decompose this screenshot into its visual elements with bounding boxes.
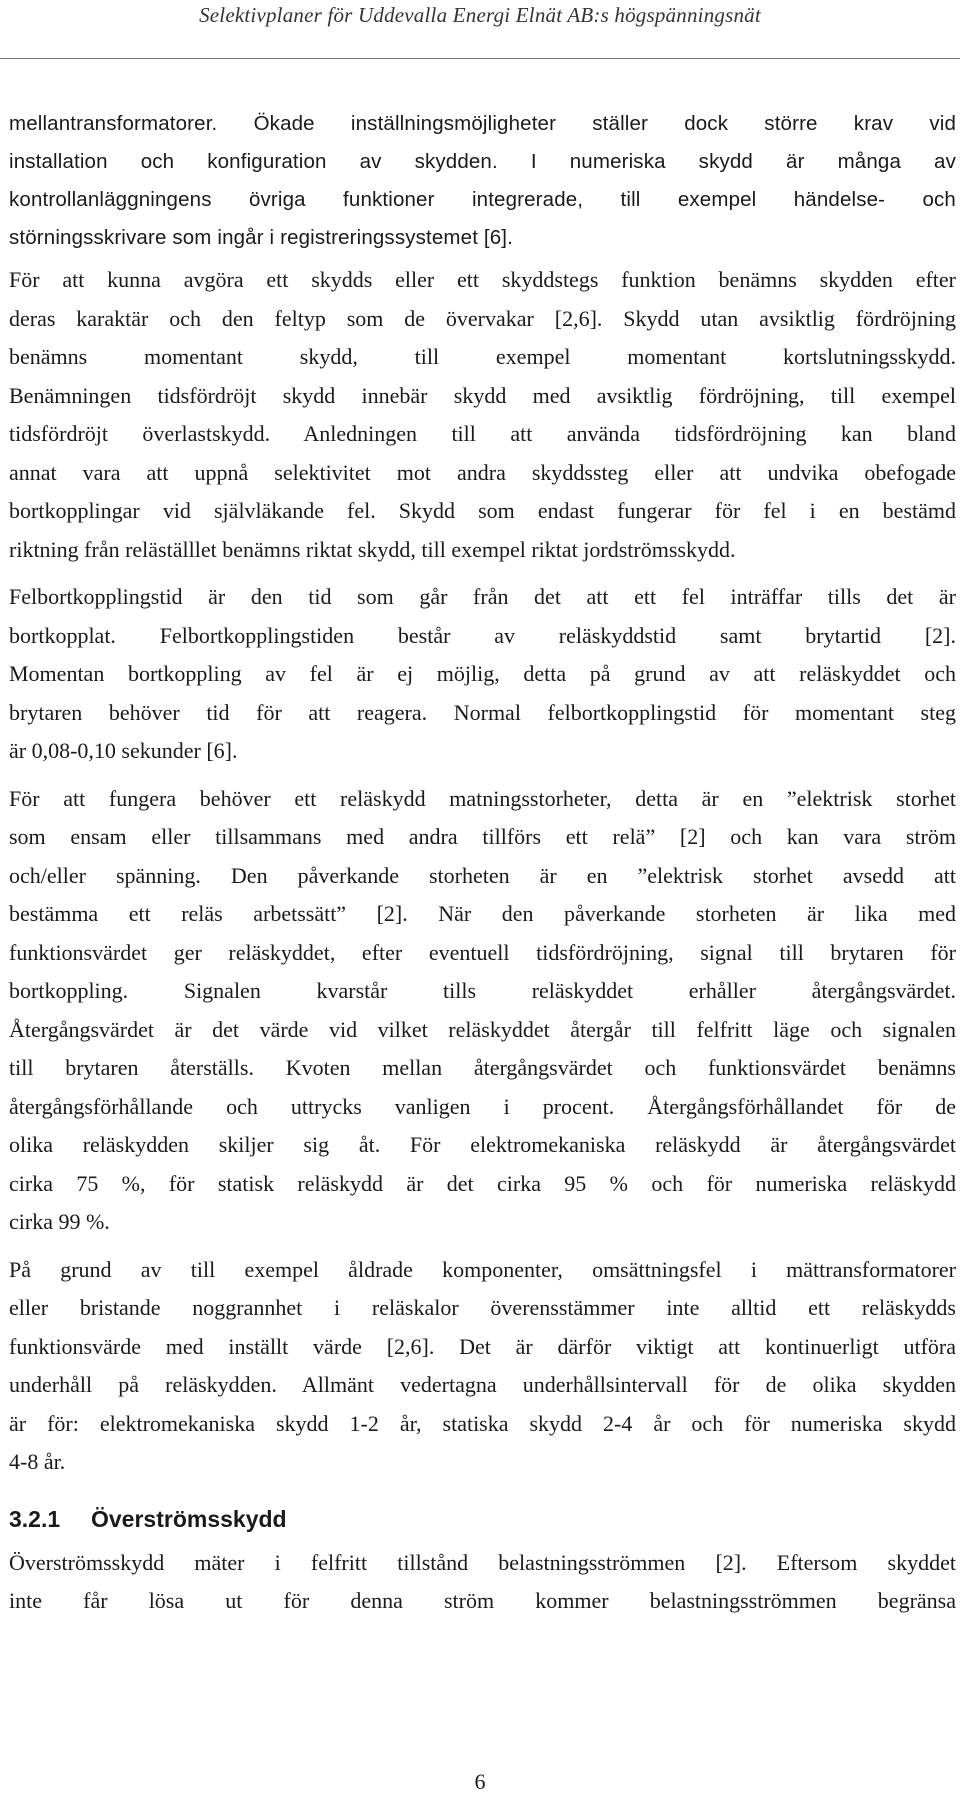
paragraph-3 xyxy=(9,578,956,771)
section-paragraph xyxy=(9,1544,956,1621)
paragraph-2 xyxy=(9,261,956,569)
paragraph-line: olika reläskydden skiljer sig åt. För elektromekaniska reläskydd är återgångsvärdet xyxy=(9,1132,956,1157)
paragraph-line: bestämma ett reläs arbetssätt” [2]. När den påverkande storheten är lika med xyxy=(9,901,956,926)
paragraph-line: cirka 75 %, för statisk reläskydd är det cirka 95 % och för numeriska reläskydd xyxy=(9,1170,956,1196)
paragraph-line: som ensam eller tillsammans med andra tillförs ett relä” [2] och kan vara ström xyxy=(9,824,956,849)
paragraph-line: Benämningen tidsfördröjt skydd innebär skydd med avsiktlig fördröjning, till exempel xyxy=(9,382,956,408)
document-body xyxy=(9,105,956,1621)
header-rule xyxy=(0,58,960,59)
section-title: Överströmsskydd xyxy=(91,1505,287,1532)
running-header: Selektivplaner för Uddevalla Energi Elnät AB:s högspänningsnät xyxy=(199,3,761,27)
paragraph-line: deras karaktär och den feltyp som de övervakar [2,6]. Skydd utan avsiktlig fördröjning xyxy=(9,305,956,331)
paragraph-1 xyxy=(9,105,956,257)
paragraph-line: kontrollanläggningens övriga funktioner integrerade, till exempel händelse- och xyxy=(9,188,956,211)
paragraph-5 xyxy=(9,1251,956,1482)
paragraph-line: funktionsvärdet ger reläskyddet, efter eventuell tidsfördröjning, signal till brytaren för xyxy=(9,939,956,965)
paragraph-line: eller bristande noggrannhet i reläskalor överensstämmer inte alltid ett reläskydds xyxy=(9,1295,956,1320)
paragraph-line: störningsskrivare som ingår i registreringssystemet [6]. xyxy=(9,226,513,249)
section-number: 3.2.1 xyxy=(9,1505,61,1532)
paragraph-line: återgångsförhållande och uttrycks vanligen i procent. Återgångsförhållandet för de xyxy=(9,1093,956,1119)
paragraph-line: är för: elektromekaniska skydd 1-2 år, statiska skydd 2-4 år och för numeriska skydd xyxy=(9,1410,956,1436)
paragraph-line: mellantransformatorer. Ökade inställningsmöjligheter ställer dock större krav vid xyxy=(9,112,956,135)
section-heading xyxy=(9,1504,956,1534)
paragraph-line: På grund av till exempel åldrade komponenter, omsättningsfel i mättransformatorer xyxy=(9,1256,956,1282)
paragraph-line: tidsfördröjt överlastskydd. Anledningen till att använda tidsfördröjning kan bland xyxy=(9,421,956,446)
paragraph-line: Återgångsvärdet är det värde vid vilket reläskyddet återgår till felfritt läge och signalen xyxy=(9,1016,956,1042)
paragraph-line: underhåll på reläskydden. Allmänt vedertagna underhållsintervall för de olika skydden xyxy=(9,1372,956,1397)
paragraph-line: cirka 99 %. xyxy=(9,1209,110,1234)
paragraph-line: bortkoppling. Signalen kvarstår tills reläskyddet erhåller återgångsvärdet. xyxy=(9,978,956,1003)
paragraph-line: Felbortkopplingstid är den tid som går från det att ett fel inträffar tills det är xyxy=(9,584,956,609)
paragraph-line: Överströmsskydd mäter i felfritt tillstånd belastningsströmmen [2]. Eftersom skyddet xyxy=(9,1549,956,1575)
paragraph-line: brytaren behöver tid för att reagera. Normal felbortkopplingstid för momentant steg xyxy=(9,699,956,725)
paragraph-line: bortkopplingar vid självläkande fel. Skydd som endast fungerar för fel i en bestämd xyxy=(9,498,956,523)
paragraph-line: 4-8 år. xyxy=(9,1449,66,1474)
paragraph-line: funktionsvärde med inställt värde [2,6]. Det är därför viktigt att kontinuerligt utföra xyxy=(9,1333,956,1359)
paragraph-line: och/eller spänning. Den påverkande storheten är en ”elektrisk storhet avsedd att xyxy=(9,862,956,888)
paragraph-line: till brytaren återställs. Kvoten mellan återgångsvärdet och funktionsvärdet benämns xyxy=(9,1055,956,1080)
paragraph-line: annat vara att uppnå selektivitet mot andra skyddssteg eller att undvika obefogade xyxy=(9,459,956,485)
paragraph-line: För att kunna avgöra ett skydds eller ett skyddstegs funktion benämns skydden efter xyxy=(9,267,956,292)
paragraph-line: inte får lösa ut för denna ström kommer belastningsströmmen begränsa xyxy=(9,1588,956,1613)
paragraph-4 xyxy=(9,780,956,1242)
paragraph-line: För att fungera behöver ett reläskydd matningsstorheter, detta är en ”elektrisk storhet xyxy=(9,785,956,811)
paragraph-line: bortkopplat. Felbortkopplingstiden består av reläskyddstid samt brytartid [2]. xyxy=(9,622,956,648)
paragraph-line: benämns momentant skydd, till exempel momentant kortslutningsskydd. xyxy=(9,344,956,369)
paragraph-line: riktning från reläställlet benämns riktat skydd, till exempel riktat jordströmsskydd. xyxy=(9,536,736,562)
paragraph-line: är 0,08-0,10 sekunder [6]. xyxy=(9,738,238,763)
paragraph-line: installation och konfiguration av skydden. I numeriska skydd är många av xyxy=(9,150,956,173)
page-number: 6 xyxy=(474,1769,486,1794)
paragraph-line: Momentan bortkoppling av fel är ej möjlig, detta på grund av att reläskyddet och xyxy=(9,661,956,686)
